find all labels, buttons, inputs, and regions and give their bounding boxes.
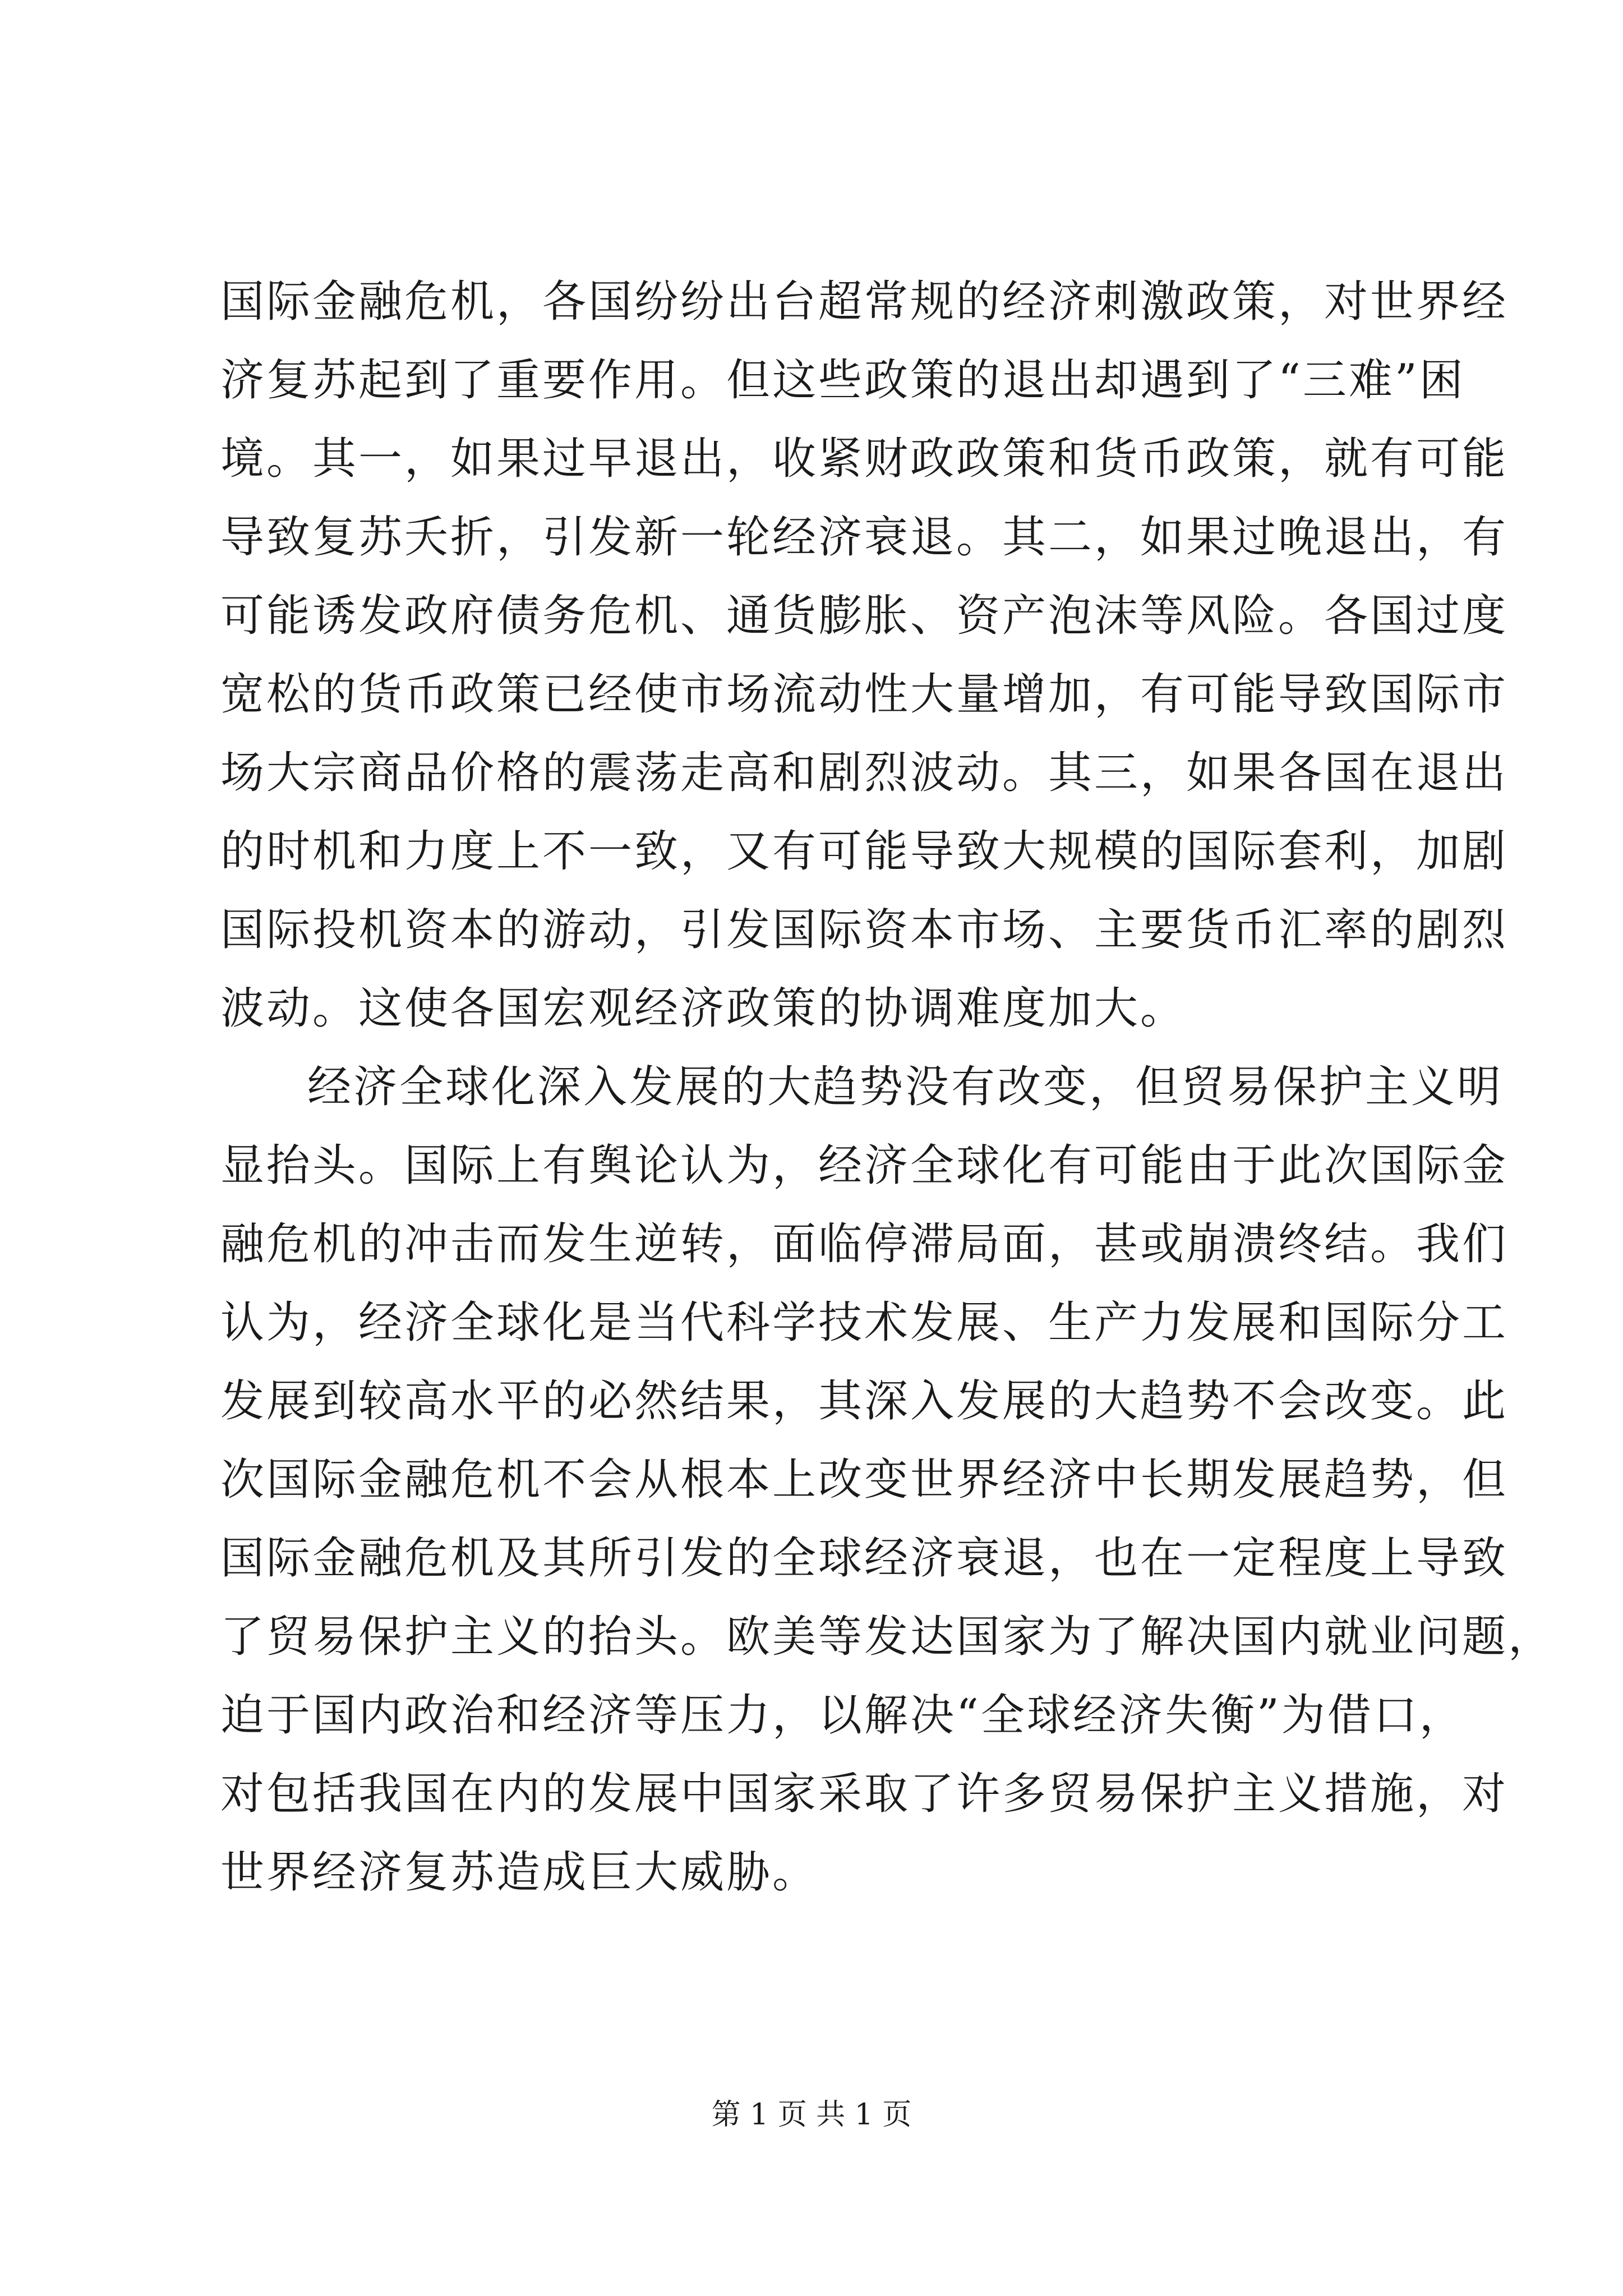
text-line: 发展到较高水平的必然结果，其深入发展的大趋势不会改变。此	[220, 1376, 1509, 1427]
text-line: 了贸易保护主义的抬头。欧美等发达国家为了解决国内就业问题，	[220, 1612, 1555, 1662]
text-line: 波动。这使各国宏观经济政策的协调难度加大。	[220, 983, 1187, 1034]
text-line: 导致复苏夭折，引发新一轮经济衰退。其二，如果过晚退出，有	[220, 512, 1509, 563]
text-line: 国际金融危机，各国纷纷出台超常规的经济刺激政策，对世界经	[220, 277, 1509, 327]
body-text	[220, 263, 1555, 1912]
text-line: 场大宗商品价格的震荡走高和剧烈波动。其三，如果各国在退出	[220, 748, 1509, 798]
text-line: 世界经济复苏造成巨大威胁。	[220, 1847, 819, 1898]
text-line: 融危机的冲击而发生逆转，面临停滞局面，甚或崩溃终结。我们	[220, 1219, 1509, 1269]
text-line: 的时机和力度上不一致，又有可能导致大规模的国际套利，加剧	[220, 826, 1509, 877]
text-line: 对包括我国在内的发展中国家采取了许多贸易保护主义措施，对	[220, 1769, 1509, 1819]
page-footer: 第 1 页 共 1 页	[711, 2098, 912, 2132]
text-line: 显抬头。国际上有舆论认为，经济全球化有可能由于此次国际金	[220, 1140, 1509, 1191]
text-line: 迫于国内政治和经济等压力，以解决“全球经济失衡”为借口，	[220, 1690, 1465, 1741]
text-line: 可能诱发政府债务危机、通货膨胀、资产泡沫等风险。各国过度	[220, 591, 1509, 641]
paragraph-first-line: 经济全球化深入发展的大趋势没有改变，但贸易保护主义明	[307, 1062, 1504, 1112]
text-line: 宽松的货币政策已经使市场流动性大量增加，有可能导致国际市	[220, 669, 1509, 720]
text-line: 次国际金融危机不会从根本上改变世界经济中长期发展趋势，但	[220, 1455, 1509, 1505]
text-line: 境。其一，如果过早退出，收紧财政政策和货币政策，就有可能	[220, 434, 1509, 484]
text-line: 国际金融危机及其所引发的全球经济衰退，也在一定程度上导致	[220, 1533, 1509, 1584]
text-line: 济复苏起到了重要作用。但这些政策的退出却遇到了“三难”困	[220, 355, 1465, 406]
text-line: 认为，经济全球化是当代科学技术发展、生产力发展和国际分工	[220, 1297, 1509, 1348]
text-line: 国际投机资本的游动，引发国际资本市场、主要货币汇率的剧烈	[220, 905, 1509, 955]
